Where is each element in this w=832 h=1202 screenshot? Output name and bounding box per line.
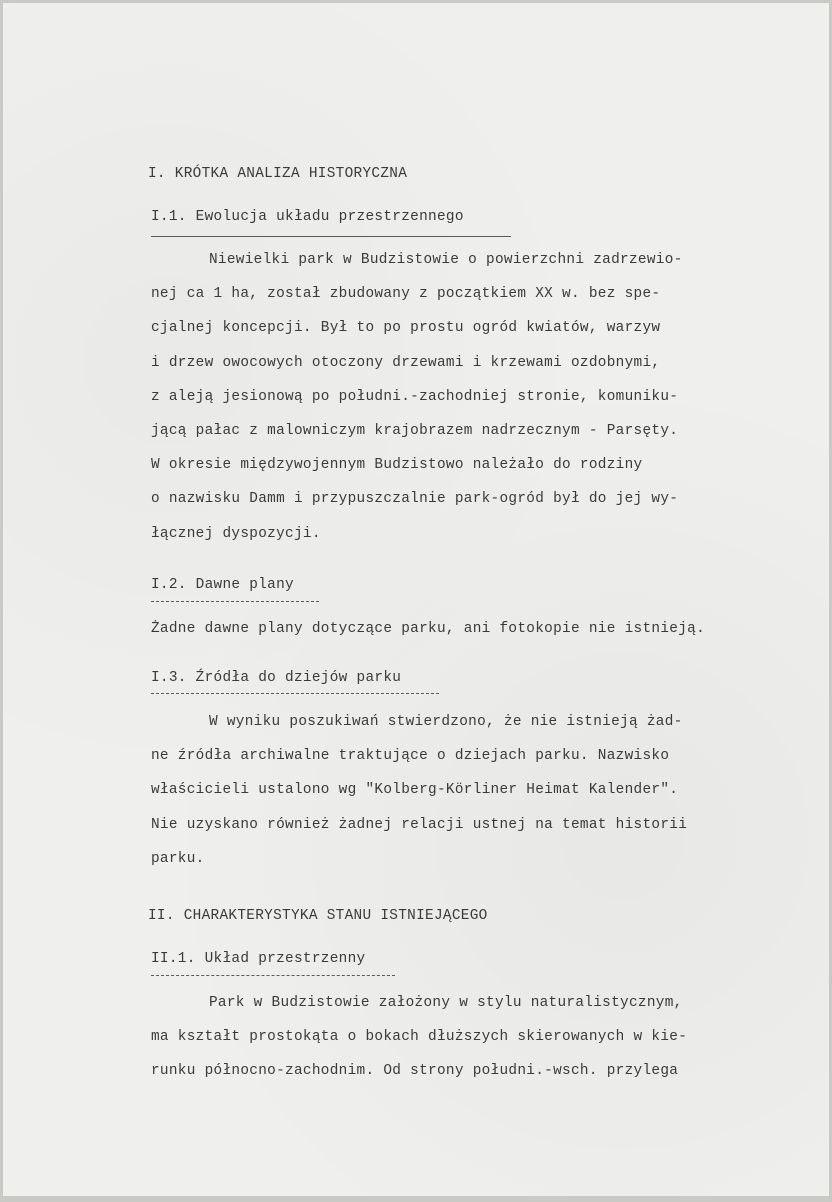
section-2-title: II. CHARAKTERYSTYKA STANU ISTNIEJĄCEGO (148, 908, 488, 924)
subsection-1-3-heading: I.3. Źródła do dziejów parku (151, 670, 402, 686)
text-line: ne źródła archiwalne traktujące o dziejach parku. Nazwisko (151, 748, 670, 765)
subsection-1-2-underline (151, 601, 319, 602)
paragraph-1-1 (151, 243, 683, 551)
subsection-2-1-underline (151, 975, 395, 976)
paragraph-1-3 (151, 705, 687, 876)
paragraph-1-2 (151, 612, 705, 646)
text-line: Niewielki park w Budzistowie o powierzchni zadrzewio- (209, 252, 683, 268)
text-line: z aleją jesionową po południ.-zachodniej stronie, komuniku- (151, 388, 679, 405)
document-page (3, 3, 829, 1196)
text-line: W wyniku poszukiwań stwierdzono, że nie istnieją żad- (209, 714, 683, 730)
text-line: jącą pałac z malowniczym krajobrazem nadrzecznym - Parsęty. (151, 422, 679, 439)
section-1-title: I. KRÓTKA ANALIZA HISTORYCZNA (148, 166, 408, 182)
text-line: Nie uzyskano również żadnej relacji ustnej na temat historii (151, 816, 688, 833)
subsection-1-2-heading: I.2. Dawne plany (151, 577, 294, 593)
text-line: łącznej dyspozycji. (151, 525, 321, 542)
text-line: właścicieli ustalono wg "Kolberg-Körliner Heimat Kalender". (151, 782, 679, 799)
text-line: i drzew owocowych otoczony drzewami i krzewami ozdobnymi, (151, 354, 661, 371)
paragraph-2-1 (151, 986, 687, 1089)
text-line: Park w Budzistowie założony w stylu naturalistycznym, (209, 995, 683, 1011)
subsection-1-3-underline (151, 693, 439, 694)
text-line: Żadne dawne plany dotyczące parku, ani fotokopie nie istnieją. (151, 621, 706, 637)
text-line: parku. (151, 850, 205, 867)
subsection-1-1-heading: I.1. Ewolucja układu przestrzennego (151, 209, 464, 225)
text-line: runku północno-zachodnim. Od strony południ.-wsch. przylega (151, 1063, 679, 1080)
text-line: cjalnej koncepcji. Był to po prostu ogród kwiatów, warzyw (151, 320, 661, 337)
text-line: ma kształt prostokąta o bokach dłuższych skierowanych w kie- (151, 1029, 688, 1046)
text-line: nej ca 1 ha, został zbudowany z początkiem XX w. bez spe- (151, 286, 661, 303)
subsection-2-1-heading: II.1. Układ przestrzenny (151, 951, 366, 967)
text-line: W okresie międzywojennym Budzistowo należało do rodziny (151, 457, 643, 474)
text-line: o nazwisku Damm i przypuszczalnie park-ogród był do jej wy- (151, 491, 679, 508)
subsection-1-1-underline (151, 236, 511, 237)
